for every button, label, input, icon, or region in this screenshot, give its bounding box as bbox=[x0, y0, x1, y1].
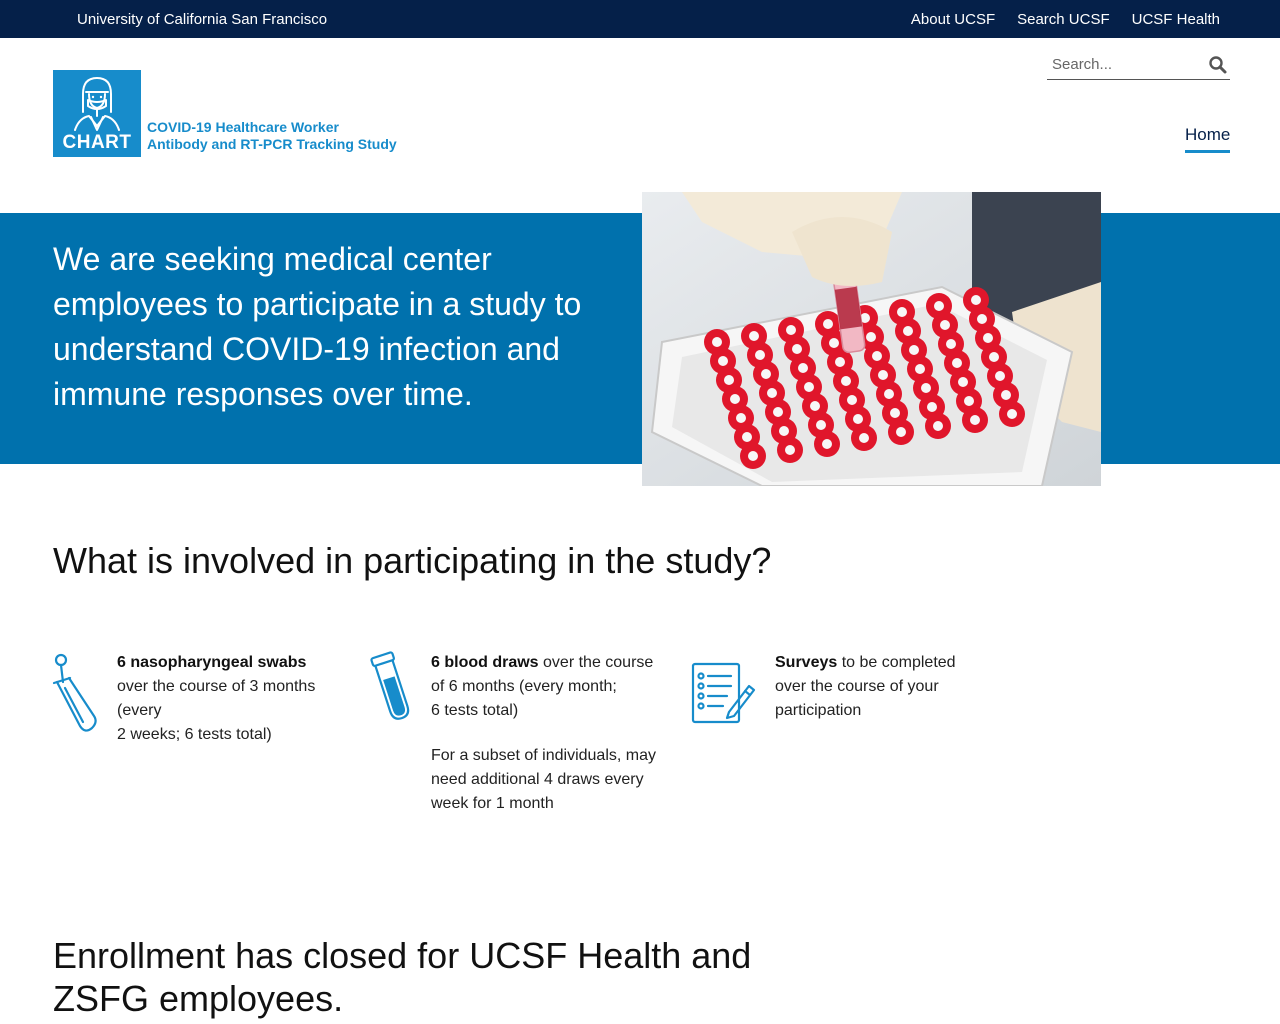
tube-cap-hole bbox=[989, 352, 999, 362]
tube-cap-hole bbox=[872, 351, 882, 361]
blood-samples-photo bbox=[642, 192, 1101, 486]
tube-cap-hole bbox=[730, 394, 740, 404]
tube-cap-hole bbox=[878, 370, 888, 380]
tube-cap-hole bbox=[927, 402, 937, 412]
tube-cap-hole bbox=[810, 401, 820, 411]
tube-cap-hole bbox=[909, 345, 919, 355]
tube-cap-hole bbox=[903, 326, 913, 336]
tube-cap-hole bbox=[952, 358, 962, 368]
tube-cap-hole bbox=[866, 332, 876, 342]
tube-cap-hole bbox=[884, 389, 894, 399]
swabs-text: over the course of 3 months (every bbox=[117, 678, 316, 719]
search-form bbox=[1047, 52, 1230, 80]
about-ucsf-link[interactable]: About UCSF bbox=[910, 11, 996, 28]
tube-cap-hole bbox=[971, 295, 981, 305]
tube-cap-hole bbox=[933, 421, 943, 431]
section-title: What is involved in participating in the study? bbox=[53, 540, 772, 581]
tagline-line-1: COVID-19 Healthcare Worker bbox=[147, 119, 339, 135]
tube-cap-hole bbox=[970, 415, 980, 425]
tube-cap-hole bbox=[859, 433, 869, 443]
search-icon[interactable] bbox=[1208, 55, 1228, 75]
tube-cap-hole bbox=[779, 426, 789, 436]
tube-cap-hole bbox=[816, 420, 826, 430]
tube-cap-hole bbox=[897, 307, 907, 317]
tube-cap-hole bbox=[1007, 409, 1017, 419]
site-tagline bbox=[147, 119, 397, 153]
swabs-text-line2: 2 weeks; 6 tests total) bbox=[117, 726, 272, 743]
blood-bold: 6 blood draws bbox=[431, 654, 539, 671]
tube-cap-hole bbox=[890, 408, 900, 418]
tagline-line-2: Antibody and RT-PCR Tracking Study bbox=[147, 136, 397, 152]
healthcare-worker-icon bbox=[53, 70, 141, 136]
tube-cap-hole bbox=[921, 383, 931, 393]
tube-cap-hole bbox=[792, 344, 802, 354]
tube-cap-hole bbox=[896, 427, 906, 437]
tube-cap-hole bbox=[761, 369, 771, 379]
tube-cap-hole bbox=[749, 331, 759, 341]
logo-wordmark: CHART bbox=[62, 132, 132, 153]
tube-cap-hole bbox=[798, 363, 808, 373]
utility-links bbox=[911, 11, 1220, 28]
tube-cap-hole bbox=[847, 395, 857, 405]
blood-text: over the course of 6 months (every month; bbox=[431, 654, 654, 695]
enrollment-notice: Enrollment has closed for UCSF Health and ZSFG employees. bbox=[53, 935, 752, 1019]
tube-cap-hole bbox=[736, 413, 746, 423]
tube-cap-hole bbox=[958, 377, 968, 387]
surveys-text: to be completed over the course of your participation bbox=[775, 654, 956, 719]
tube-cap-hole bbox=[835, 357, 845, 367]
utility-bar bbox=[0, 0, 1280, 38]
tube-cap-hole bbox=[755, 350, 765, 360]
blood-text-line2: 6 tests total) bbox=[431, 702, 519, 719]
survey-icon bbox=[689, 660, 757, 726]
tube-cap-hole bbox=[773, 407, 783, 417]
tube-cap-hole bbox=[915, 364, 925, 374]
tube-cap-hole bbox=[718, 356, 728, 366]
blood-draws-item bbox=[431, 651, 661, 816]
tube-cap-hole bbox=[995, 371, 1005, 381]
hero-image bbox=[642, 192, 1101, 486]
search-ucsf-link[interactable]: Search UCSF bbox=[1017, 11, 1110, 28]
tube-cap-hole bbox=[785, 445, 795, 455]
ucsf-health-link[interactable]: UCSF Health bbox=[1131, 11, 1220, 28]
tube-cap-hole bbox=[742, 432, 752, 442]
swabs-item bbox=[117, 651, 347, 747]
swabs-bold: 6 nasopharyngeal swabs bbox=[117, 654, 307, 671]
tube-cap-hole bbox=[829, 338, 839, 348]
nav-home[interactable]: Home bbox=[1185, 125, 1230, 153]
hero-text: We are seeking medical center employees to participate in a study to understand COVID-19 infection and immune responses over time. bbox=[53, 241, 582, 412]
tube-cap-hole bbox=[977, 314, 987, 324]
search-input[interactable] bbox=[1052, 56, 1202, 73]
tube-cap-hole bbox=[823, 319, 833, 329]
tube-cap-hole bbox=[964, 396, 974, 406]
tube-cap-hole bbox=[983, 333, 993, 343]
tube-cap-hole bbox=[946, 339, 956, 349]
tube-cap-hole bbox=[804, 382, 814, 392]
tube-cap-hole bbox=[822, 439, 832, 449]
tube-cap-hole bbox=[934, 301, 944, 311]
tube-cap-hole bbox=[786, 325, 796, 335]
ucsf-home-link[interactable]: University of California San Francisco bbox=[77, 11, 328, 28]
tube-cap-hole bbox=[853, 414, 863, 424]
tube-cap-hole bbox=[841, 376, 851, 386]
tube-cap-hole bbox=[1001, 390, 1011, 400]
surveys-bold: Surveys bbox=[775, 654, 838, 671]
blood-tube-icon bbox=[365, 650, 417, 726]
tube-cap-hole bbox=[724, 375, 734, 385]
tube-cap-hole bbox=[767, 388, 777, 398]
surveys-item bbox=[775, 651, 985, 723]
tube-cap-hole bbox=[940, 320, 950, 330]
swab-icon bbox=[50, 650, 100, 734]
tube-cap-hole bbox=[712, 337, 722, 347]
chart-logo[interactable] bbox=[53, 70, 141, 157]
blood-subset-note: For a subset of individuals, may need additional 4 draws every week for 1 month bbox=[431, 747, 656, 812]
tube-cap-hole bbox=[748, 451, 758, 461]
